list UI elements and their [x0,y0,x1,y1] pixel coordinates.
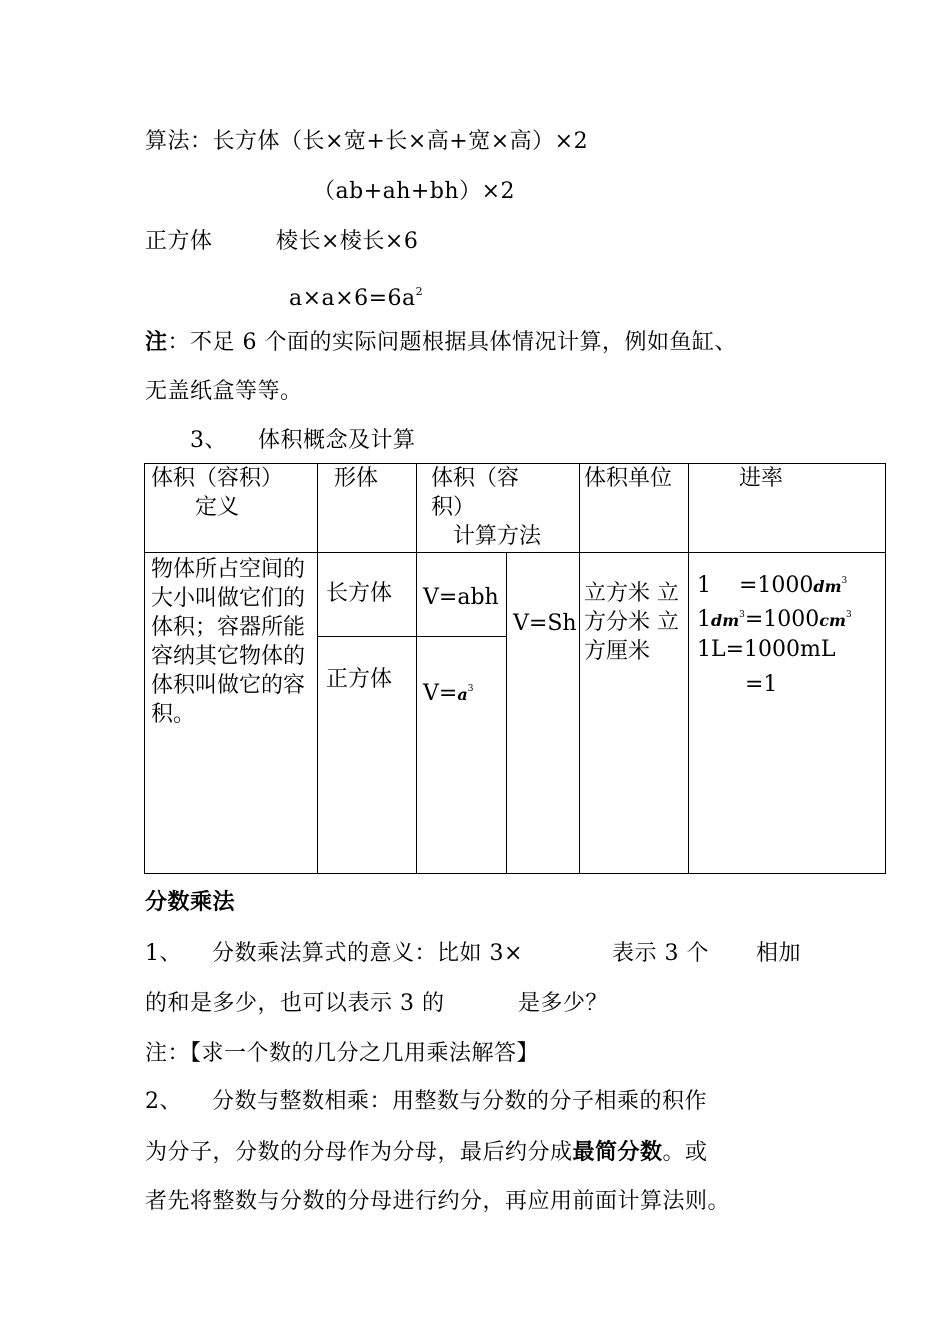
p1-text-c: 相加 [756,941,802,966]
p2-num: 2、 [145,1089,182,1114]
note-line-2: 无盖纸盒等等。 [145,379,303,404]
formula-line-cube: 棱长×棱长×6 [276,229,419,254]
note-line: 注：不足 6 个面的实际问题根据具体情况计算，例如鱼缸、 [145,329,738,355]
cuboid-formula: V=abh [417,553,507,637]
rate-line-3: 1L=1000mL [697,637,836,662]
formula-line-letters: （ab+ah+bh）×2 [313,179,516,204]
p1-text-e: 是多少？ [518,991,609,1016]
fraction-heading: 分数乘法 [145,889,236,915]
formula-line-cube-letters: $a\times a\times 6=6a^2$ [289,285,424,311]
p2-text-a: 分数与整数相乘：用整数与分数的分子相乘的积作 [212,1089,708,1114]
formula-line-cuboid: 算法：长方体（长×宽+长×高+宽×高）×2 [145,129,589,154]
p2-text-b: 为分子，分数的分母作为分母，最后约分成最简分数。或 [145,1139,708,1165]
p1-text-a: 分数乘法算式的意义：比如 3× [212,941,523,966]
p1-text-d: 的和是多少，也可以表示 3 的 [145,991,445,1016]
section-title: 体积概念及计算 [258,428,416,453]
rates-cell [689,553,886,874]
p2-text-c: 者先将整数与分数的分母进行约分，再应用前面计算法则。 [145,1189,731,1214]
units-cell: 立方米 立方分米 立方厘米 [580,553,689,874]
header-formula: 体积（容积） 计算方法 [417,464,580,553]
general-formula: V=Sh [507,553,580,874]
cube-label: 正方体 [145,229,213,254]
cube-cell: 正方体 [318,637,417,874]
p1-num: 1、 [145,941,182,966]
header-rate: 进率 [689,464,886,553]
cube-formula: $V=a^3$ [417,637,507,874]
volume-table [144,463,886,874]
header-shape: 形体 [318,464,417,553]
rate-line-2: $1dm^3=1000cm^3$ [697,607,852,632]
rate-line-1: $1 =1000dm^3$ [697,573,848,598]
section-number: 3、 [190,428,227,453]
cuboid-cell: 长方体 [318,553,417,637]
rate-line-4: =1 [745,672,778,697]
fraction-note: 注：【求一个数的几分之几用乘法解答】 [145,1041,540,1066]
definition-cell: 物体所占空间的大小叫做它们的体积；容器所能容纳其它物体的体积叫做它的容积。 [145,553,318,874]
header-unit: 体积单位 [580,464,689,553]
header-definition: 体积（容积） 定义 [145,464,318,553]
p1-text-b: 表示 3 个 [612,941,709,966]
